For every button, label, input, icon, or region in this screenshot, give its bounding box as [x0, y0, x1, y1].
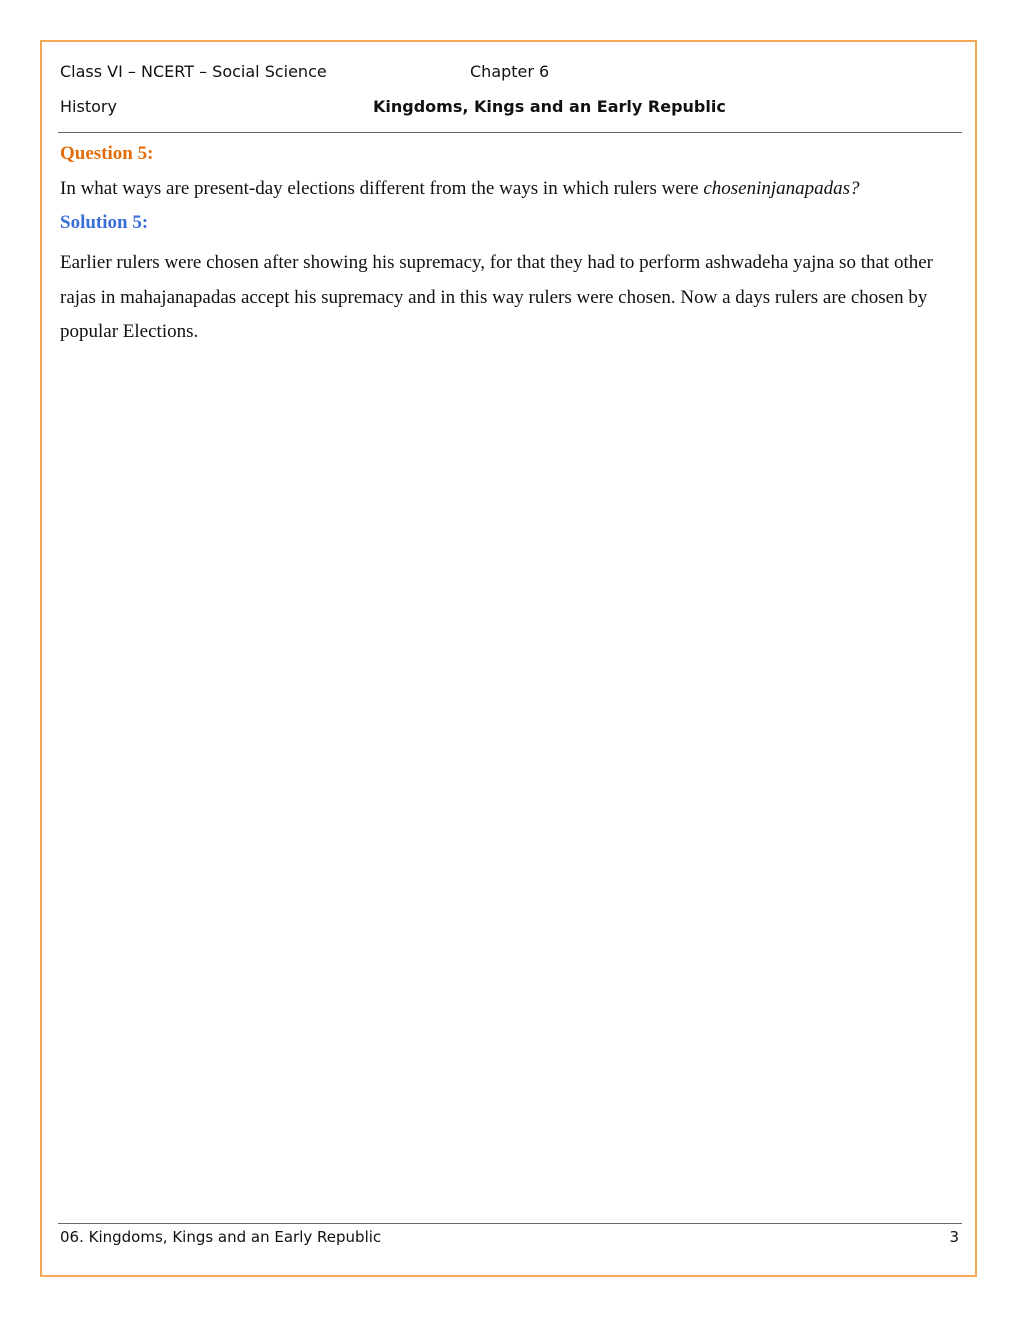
question-text: [60, 178, 950, 200]
header-class-line: Class VI – NCERT – Social Science: [60, 62, 327, 81]
header-subject: History: [60, 97, 117, 116]
question-text-italic: choseninjanapadas?: [703, 178, 860, 199]
header-divider: [58, 132, 962, 133]
solution-heading: Solution 5:: [60, 212, 149, 233]
page-border: [40, 40, 977, 1277]
question-heading: Question 5:: [60, 143, 154, 164]
question-text-main: In what ways are present-day elections different from the ways in which rulers were: [60, 178, 704, 199]
footer-divider: [58, 1223, 962, 1224]
footer-page-number: 3: [949, 1228, 959, 1246]
header-chapter-title: Kingdoms, Kings and an Early Republic: [373, 97, 726, 116]
solution-text: Earlier rulers were chosen after showing his supremacy, for that they had to perform ashwadeha yajna so that other rajas in mahajanapadas accept his supremacy and in this way rulers were chosen. Now a days rulers are chosen by popular Elections.: [60, 252, 933, 342]
header-chapter-label: Chapter 6: [470, 62, 550, 81]
footer-chapter-ref: 06. Kingdoms, Kings and an Early Republic: [60, 1228, 382, 1246]
